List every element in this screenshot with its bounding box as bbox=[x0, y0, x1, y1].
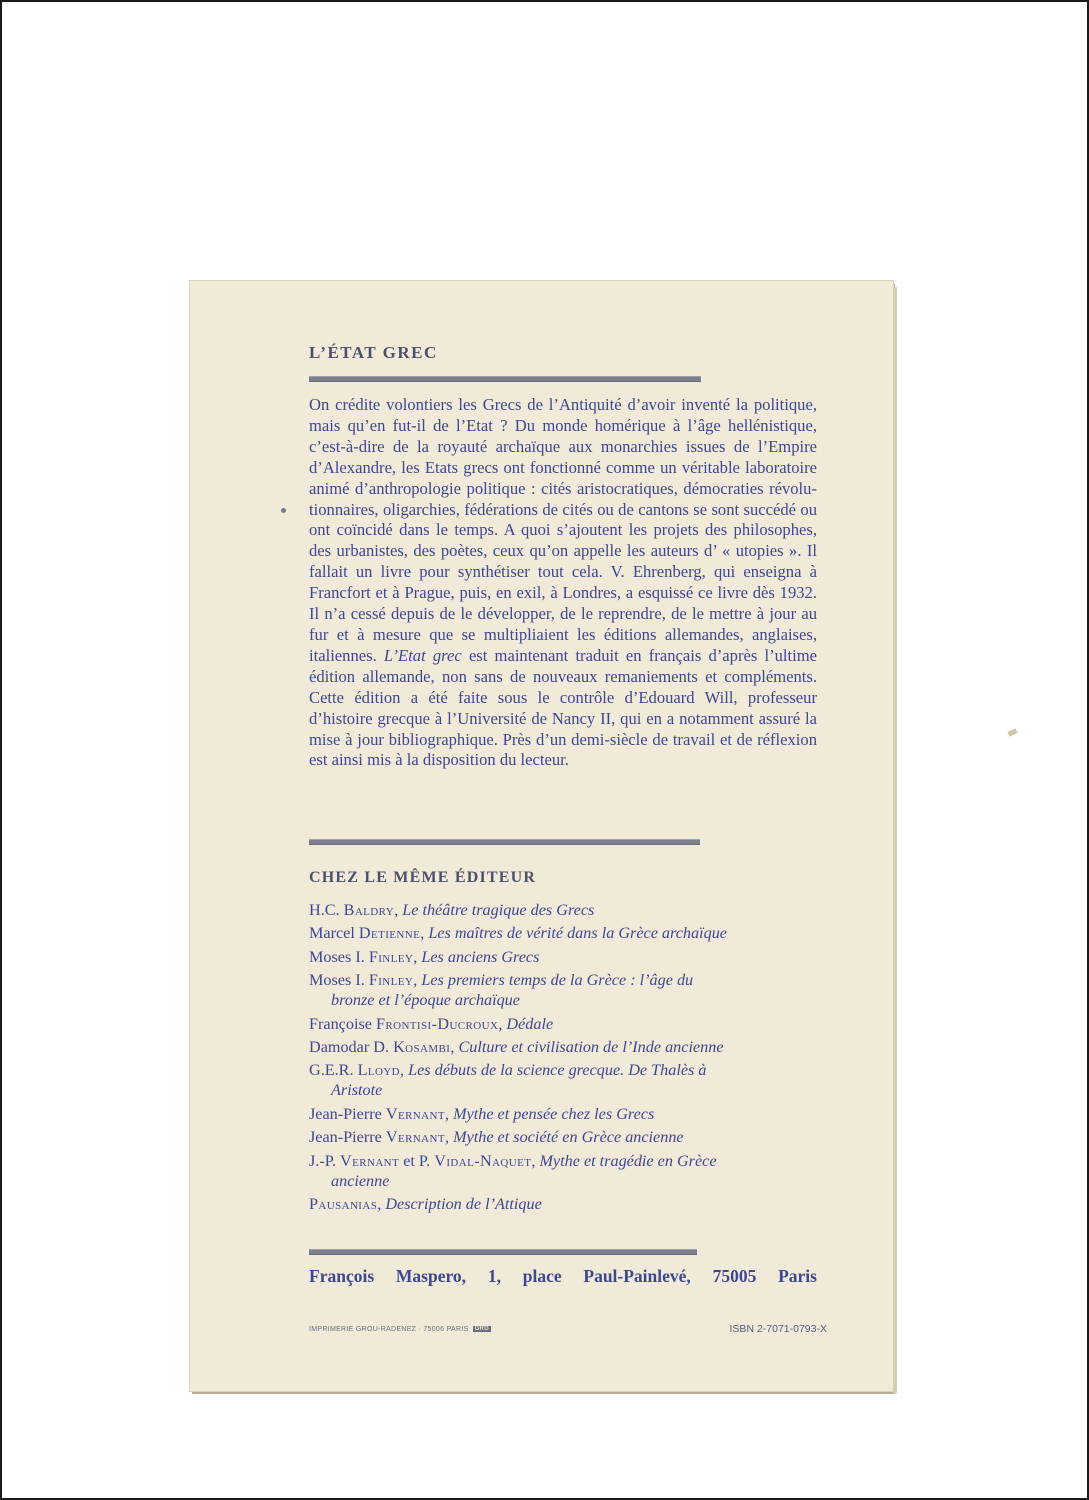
divider-rule bbox=[309, 1249, 697, 1255]
same-publisher-heading: CHEZ LE MÊME ÉDITEUR bbox=[309, 869, 537, 886]
divider-rule bbox=[309, 839, 700, 845]
book-title: Le théâtre tragique des Grecs bbox=[402, 901, 595, 919]
book-list-item: Marcel Detienne, Les maîtres de vérité dans la Grèce archaïque bbox=[309, 924, 727, 943]
book-title: Mythe et tragédie en Grèce bbox=[539, 1151, 717, 1170]
author-last-name: Pausanias bbox=[309, 1194, 378, 1213]
book-list-item: Jean-Pierre Vernant, Mythe et société en Grèce ancienne bbox=[309, 1128, 684, 1147]
book-title-continued: Aristote bbox=[331, 1081, 383, 1100]
book-list-item: G.E.R. Lloyd, Les débuts de la science grecque. De Thalès à Aristote bbox=[309, 1060, 829, 1100]
printer-imprint bbox=[309, 1326, 491, 1333]
book-list-item: Moses I. Finley, Les premiers temps de la Grèce : l’âge du bronze et l’époque archaïque bbox=[309, 970, 829, 1010]
book-list-item: Damodar D. Kosambi, Culture et civilisation de l’Inde ancienne bbox=[309, 1037, 724, 1056]
author-first-name: Moses I. bbox=[309, 971, 365, 990]
book-list-item: H.C. Baldry, Le théâtre tragique des Grecs bbox=[309, 901, 595, 919]
paper-speck bbox=[281, 508, 286, 513]
author-last-name: Vidal-Naquet bbox=[434, 1151, 532, 1170]
description-paragraph bbox=[309, 395, 817, 771]
book-title: L’ÉTAT GREC bbox=[309, 343, 438, 362]
author-last-name: Finley bbox=[368, 971, 414, 990]
author-connector: et P. bbox=[399, 1151, 435, 1170]
book-list-item: Françoise Frontisi-Ducroux, Dédale bbox=[309, 1014, 554, 1033]
book-title: Mythe et société en Grèce ancienne bbox=[453, 1128, 684, 1147]
book-title: Culture et civilisation de l’Inde ancienne bbox=[458, 1037, 724, 1056]
book-list-item: Jean-Pierre Vernant, Mythe et pensée chez les Grecs bbox=[309, 1104, 655, 1123]
author-first-name: G.E.R. bbox=[309, 1061, 354, 1080]
author-last-name: Finley bbox=[368, 947, 414, 966]
address-word: Paul-Painlevé, bbox=[583, 1266, 691, 1286]
author-last-name: Vernant bbox=[340, 1151, 400, 1170]
address-word: Paris bbox=[778, 1266, 817, 1286]
author-first-name: Jean-Pierre bbox=[309, 1128, 382, 1147]
author-last-name: Vernant bbox=[385, 1104, 445, 1123]
book-title: Dédale bbox=[506, 1014, 554, 1033]
author-last-name: Baldry bbox=[343, 901, 395, 919]
author-last-name: Lloyd bbox=[357, 1061, 401, 1080]
book-title-continued: ancienne bbox=[331, 1171, 390, 1190]
book-title: Les anciens Grecs bbox=[421, 947, 540, 966]
address-word: 1, bbox=[487, 1266, 501, 1286]
author-first-name: J.-P. bbox=[309, 1151, 336, 1170]
book-list-item: Pausanias, Description de l’Attique bbox=[309, 1194, 542, 1213]
author-first-name: H.C. bbox=[309, 901, 340, 919]
address-word: place bbox=[522, 1266, 562, 1286]
book-title: Mythe et pensée chez les Grecs bbox=[453, 1104, 655, 1123]
book-title-italic: L’Etat grec bbox=[383, 645, 462, 665]
same-publisher-list bbox=[309, 900, 829, 1217]
author-last-name: Kosambi bbox=[393, 1037, 451, 1056]
isbn: ISBN 2-7071-0793-X bbox=[729, 1323, 827, 1335]
description-run: On crédite volontiers les Grecs de l’Antiquité d’avoir inventé la politique, mais qu’en fut-il de l’Etat ? Du monde homérique à l’âge hellénistique, c’est-à-dire de la royauté archaïque aux monarchies issues de l’Empire d’Alexandre, les Etats grecs ont fonctionné comme un véritable laboratoire animé d’anthropologie politique : cités aristocratiques, démocraties révolutionnaires, oligarchies, fédérations de cités ou de cantons se sont succédé ou ont coïncidé dans le temps. A quoi s’ajoutent les projets des philosophes, des urbanistes, des poètes, ceux qu’on appelle les auteurs d’ « utopies ». Il fallait un livre pour synthétiser tout cela. V. Ehrenberg, qui enseigna à Francfort et à Prague, puis, en exil, à Londres, a esquissé ce livre dès 1932. Il n’a cessé depuis de le développer, de le reprendre, de le mettre à jour au fur et à mesure que se multipliaient les éditions allemandes, anglaises, italiennes. bbox=[309, 395, 817, 665]
divider-rule bbox=[309, 376, 701, 382]
printer-logo: GRG bbox=[474, 1326, 490, 1333]
address-word: 75005 bbox=[712, 1266, 757, 1286]
author-first-name: Moses I. bbox=[309, 947, 365, 966]
printer-name: IMPRIMERIE GROU-RADENEZ · 75006 PARIS bbox=[309, 1326, 469, 1333]
book-title: Les maîtres de vérité dans la Grèce archaïque bbox=[428, 924, 727, 943]
book-title: Description de l’Attique bbox=[385, 1194, 542, 1213]
book-list-item: Moses I. Finley, Les anciens Grecs bbox=[309, 947, 540, 966]
book-back-cover bbox=[190, 281, 893, 1391]
publisher-address bbox=[309, 1266, 817, 1287]
book-title-continued: bronze et l’époque archaïque bbox=[331, 991, 520, 1010]
description-run: est maintenant traduit en français d’après l’ultime édition allemande, non sans de nouveaux remaniements et compléments. Cette édition a été faite sous le contrôle d’Edouard Will, professeur d’histoire grecque à l’Université de Nancy II, qui en a notamment assuré la mise à jour bibliographique. Près d’un demi-siècle de travail et de réflexion est ainsi mis à la disposition du lecteur. bbox=[309, 645, 818, 770]
author-first-name: Marcel bbox=[309, 924, 355, 943]
author-first-name: Jean-Pierre bbox=[309, 1104, 382, 1123]
author-first-name: Françoise bbox=[309, 1014, 372, 1033]
description-text bbox=[309, 395, 817, 771]
author-last-name: Vernant bbox=[385, 1128, 445, 1147]
book-title: Les premiers temps de la Grèce : l’âge du bbox=[421, 971, 694, 990]
author-last-name: Detienne bbox=[358, 924, 421, 943]
author-first-name: Damodar D. bbox=[309, 1037, 390, 1056]
book-list-item: J.-P. Vernant et P. Vidal-Naquet, Mythe et tragédie en Grèce ancienne bbox=[309, 1151, 829, 1191]
author-last-name: Frontisi-Ducroux bbox=[375, 1014, 499, 1033]
address-word: François bbox=[309, 1266, 375, 1286]
book-title: Les débuts de la science grecque. De Thalès à bbox=[408, 1061, 707, 1080]
address-word: Maspero, bbox=[395, 1266, 467, 1286]
